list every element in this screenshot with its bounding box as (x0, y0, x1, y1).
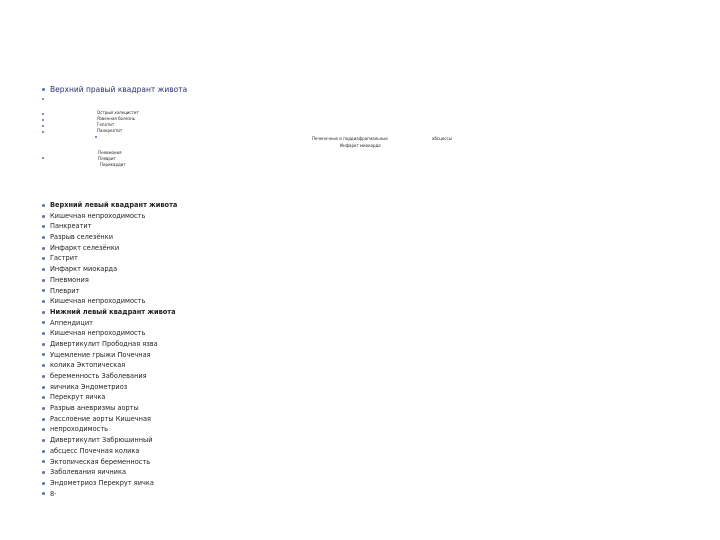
list-item-text: Кишечная непроходимость (50, 211, 146, 220)
bullet-icon (42, 364, 45, 367)
section-heading (42, 200, 177, 211)
list-item-text: Инфаркт селезёнки (50, 243, 120, 252)
bullet-icon (42, 204, 45, 207)
upper-right-item: абсцессы (432, 136, 452, 141)
upper-right-heading-row (42, 85, 187, 94)
list-item (42, 296, 177, 307)
bullet-icon (42, 343, 45, 346)
bullet-icon (42, 225, 45, 228)
bullet-icon (42, 98, 44, 100)
bullet-icon (42, 247, 45, 250)
list-item (42, 403, 177, 414)
upper-right-item: Панкреатит (97, 128, 123, 133)
bullet-icon (42, 450, 45, 453)
list-item (42, 350, 177, 361)
list-item-text: Ущемление грыжи Почечная (50, 350, 151, 359)
section-heading (42, 307, 177, 318)
bullet-icon (42, 353, 45, 356)
bullet-icon (42, 113, 44, 115)
upper-right-heading: Верхний правый квадрант живота (50, 85, 188, 94)
list-item (42, 360, 177, 371)
list-item (42, 414, 177, 425)
list-item (42, 446, 177, 457)
upper-right-item: Инфаркт миокарда (340, 143, 381, 148)
list-item-text: Заболевания яичника (50, 468, 126, 477)
bullet-icon (42, 279, 45, 282)
list-item (42, 467, 177, 478)
bullet-icon (42, 125, 44, 127)
bullet-icon (42, 418, 45, 421)
bullet-icon (42, 311, 45, 314)
list-item-text: Перекрут яичка (50, 393, 106, 402)
bullet-icon (42, 157, 44, 159)
bullet-icon (42, 236, 45, 239)
list-item-text: Кишечная непроходимость (50, 329, 146, 338)
upper-right-item: Печеночные и поддиафрагмальные (312, 136, 388, 141)
list-item-text: Аппендицит (50, 318, 93, 327)
list-item (42, 382, 177, 393)
bullet-icon (42, 131, 44, 133)
list-item-text: яичника Эндометриоз (50, 382, 128, 391)
bullet-icon (42, 321, 45, 324)
bullet-icon (42, 482, 45, 485)
list-item-text: Кишечная непроходимость (50, 297, 146, 306)
list-item (42, 318, 177, 329)
bullet-icon (42, 268, 45, 271)
list-item (42, 211, 177, 222)
list-item (42, 489, 177, 500)
bullet-icon (42, 492, 45, 495)
bullet-icon (42, 300, 45, 303)
list-item (42, 371, 177, 382)
list-item (42, 392, 177, 403)
list-item-text: беременность Заболевания (50, 372, 147, 380)
bullet-icon (42, 428, 45, 431)
list-item-text: Нижний левый квадрант живота (50, 307, 176, 316)
list-item (42, 339, 177, 350)
list-item (42, 264, 177, 275)
bullet-icon (42, 396, 45, 399)
list-item-text: колика Эктопическая (50, 361, 126, 370)
upper-right-item: Язвенная болезнь (97, 116, 136, 121)
list-item (42, 424, 177, 435)
list-item-text: Панкреатит (50, 222, 92, 231)
bullet-icon (42, 386, 45, 389)
list-item-text: Разрыв аневризмы аорты (50, 404, 139, 413)
bullet-icon (42, 88, 45, 91)
list-item (42, 221, 177, 232)
bullet-icon (42, 119, 44, 121)
upper-right-item: Перикардит (100, 162, 126, 167)
list-item (42, 275, 177, 286)
bullet-icon (42, 257, 45, 260)
list-item-text: Дивертикулит Прободная язва (50, 339, 158, 348)
list-item-text: абсцесс Почечная колика (50, 446, 140, 455)
quadrant-list (42, 200, 177, 499)
upper-right-item: Гепатит (97, 122, 115, 127)
bullet-icon (95, 136, 97, 138)
list-item-text: 8· (50, 489, 57, 498)
list-item (42, 253, 177, 264)
upper-right-item: Пневмония (98, 150, 122, 155)
list-item-text: Дивертикулит Забрюшинный (50, 436, 153, 445)
bullet-icon (42, 471, 45, 474)
list-item-text: Расслоение аорты Кишечная (50, 414, 151, 423)
list-item-text: Верхний левый квадрант живота (50, 201, 178, 209)
list-item-text: Пневмония (50, 275, 89, 284)
list-item (42, 286, 177, 297)
bullet-icon (42, 375, 45, 378)
list-item-text: Эндометриоз Перекрут яичка (50, 478, 154, 487)
list-item-text: непроходимость (50, 425, 109, 434)
list-item-text: Разрыв селезёнки (50, 233, 113, 242)
bullet-icon (42, 289, 45, 292)
list-item (42, 232, 177, 243)
bullet-icon (42, 215, 45, 218)
list-item-text: Инфаркт миокарда (50, 265, 118, 274)
list-item (42, 435, 177, 446)
bullet-icon (42, 460, 45, 463)
list-item-text: Гастрит (50, 254, 78, 263)
bullet-icon (42, 407, 45, 410)
list-item-text: Эктопическая беременность (50, 457, 151, 466)
bullet-icon (42, 439, 45, 442)
list-item (42, 457, 177, 468)
list-item (42, 328, 177, 339)
upper-right-item: Острый холецистит (97, 110, 139, 115)
list-item (42, 243, 177, 254)
list-item-text: Плеврит (50, 286, 80, 295)
bullet-icon (42, 332, 45, 335)
upper-right-item: Плеврит (98, 156, 116, 161)
list-item (42, 478, 177, 489)
